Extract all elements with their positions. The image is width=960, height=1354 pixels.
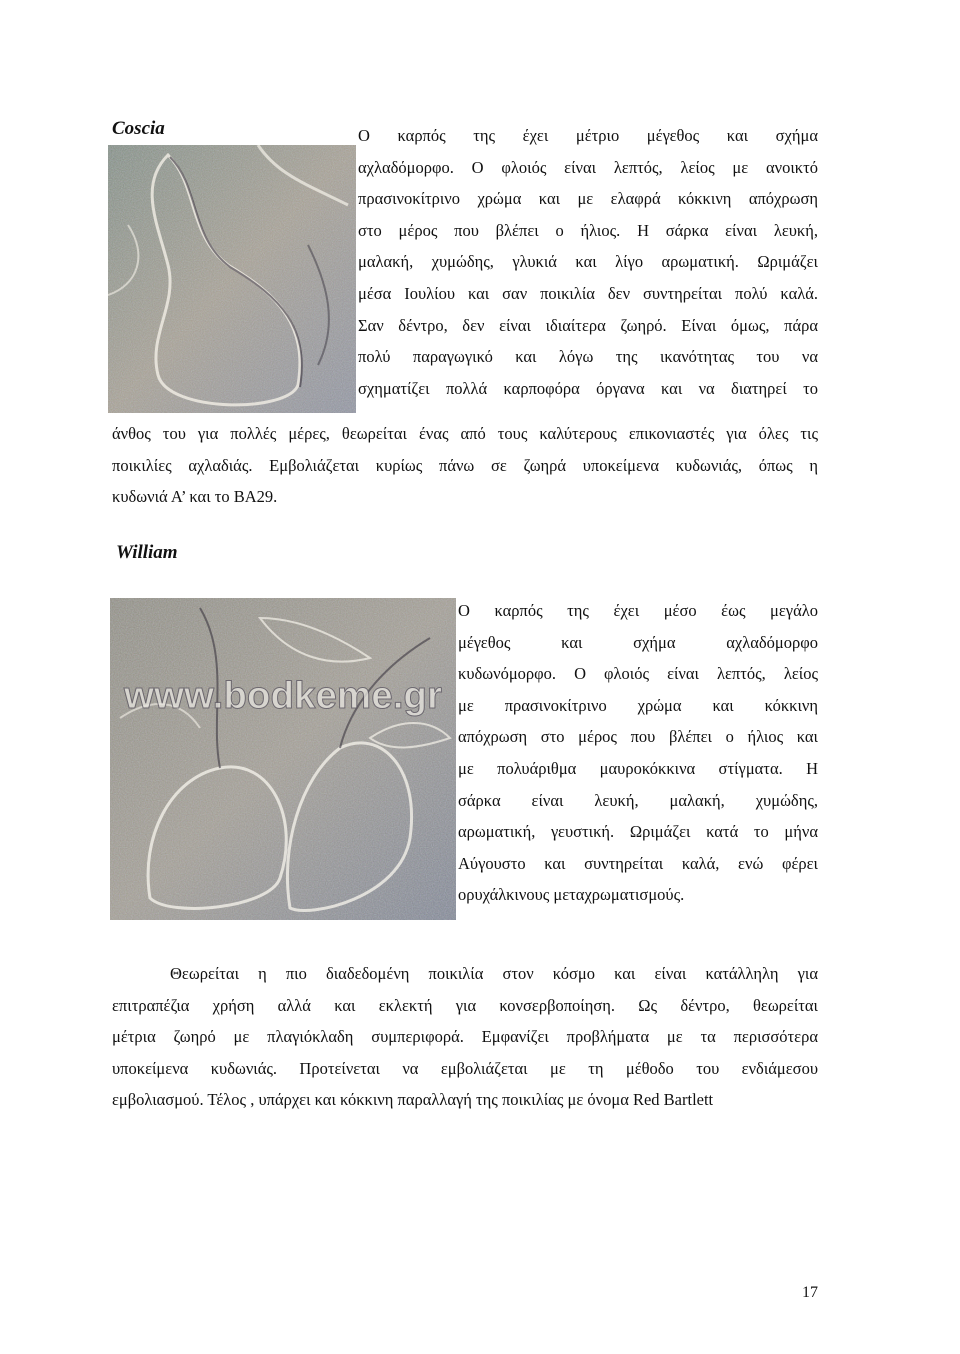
text-line: πρασινοκίτρινο χρώμα και με ελαφρά κόκκινη απόχρωση [358, 189, 818, 209]
text-line: υποκείμενα κυδωνιάς. Προτείνεται να εμβολιάζεται με τη μέθοδο του ενδιάμεσου [112, 1058, 818, 1078]
text-line: κυδωνόμορφο. Ο φλοιός είναι λεπτός, λείος [458, 664, 818, 684]
text-line: απόχρωση στο μέρος που βλέπει ο ήλιος και [458, 727, 818, 747]
text-line: ποικιλίες αχλαδιάς. Εμβολιάζεται κυρίως πάνω σε ζωηρά υποκείμενα κυδωνιάς, όπως η [112, 455, 818, 475]
text-line: Αύγουστο και συντηρείται καλά, ενώ φέρει [458, 853, 818, 873]
text-line: ορυχάλκινους μεταχρωματισμούς. [458, 885, 685, 905]
text-line: μέσα Ιουλίου και σαν ποικιλία δεν συντηρείται πολύ καλά. [358, 283, 818, 303]
section-title-william: William [116, 542, 178, 563]
text-line: μέγεθος και σχήμα αχλαδόμορφο [458, 632, 818, 652]
text-line: Σαν δέντρο, δεν είναι ιδιαίτερα ζωηρό. Είναι όμως, πάρα [358, 315, 818, 335]
text-line: Ο καρπός της έχει μέσο έως μεγάλο [458, 601, 818, 620]
coscia-pear-image [108, 145, 356, 413]
text-line: μέτρια ζωηρό με πλαγιόκλαδη συμπεριφορά. Εμφανίζει προβλήματα με τα περισσότερα [112, 1027, 818, 1047]
william-pear-image [110, 598, 456, 920]
text-line: με πολυάριθμα μαυροκόκκινα στίγματα. Η [458, 758, 818, 778]
william-full-paragraph [112, 958, 818, 1116]
coscia-side-paragraph [358, 120, 818, 404]
text-line: επιτραπέζια χρήση αλλά και εκλεκτή για κονσερβοποίηση. Ως δέντρο, θεωρείται [112, 995, 818, 1015]
william-side-paragraph [458, 595, 818, 911]
text-line: στο μέρος που βλέπει ο ήλιος. Η σάρκα είναι λευκή, [358, 220, 818, 240]
text-line: σχηματίζει πολλά καρποφόρα όργανα και να διατηρεί το [358, 378, 818, 398]
text-line: κυδωνιά Α’ και το ΒΑ29. [112, 487, 278, 507]
text-line: με πρασινοκίτρινο χρώμα και κόκκινη [458, 695, 818, 715]
coscia-full-paragraph [112, 418, 818, 513]
text-line: μαλακή, χυμώδης, γλυκιά και λίγο αρωματική. Ωριμάζει [358, 252, 818, 272]
text-line: Θεωρείται η πιο διαδεδομένη ποικιλία στον κόσμο και είναι κατάλληλη για [170, 964, 818, 983]
text-line: αχλαδόμορφο. Ο φλοιός είναι λεπτός, λείος με ανοικτό [358, 157, 818, 177]
text-line: πολύ παραγωγικό και λόγω της ικανότητας του να [358, 347, 818, 367]
text-line: σάρκα είναι λευκή, μαλακή, χυμώδης, [458, 790, 818, 810]
page-number: 17 [802, 1284, 818, 1301]
text-line: εμβολιασμού. Τέλος , υπάρχει και κόκκινη παραλλαγή της ποικιλίας με όνομα Red Bartlett [112, 1090, 714, 1110]
text-line: Ο καρπός της έχει μέτριο μέγεθος και σχήμα [358, 126, 818, 145]
watermark-text: www.bodkeme.gr [122, 675, 443, 717]
text-line: άνθος του για πολλές μέρες, θεωρείται ένας από τους καλύτερους επικονιαστές για όλες τις [112, 424, 818, 443]
text-line: αρωματική, γευστική. Ωριμάζει κατά το μήνα [458, 822, 818, 842]
section-title-coscia: Coscia [112, 118, 165, 139]
